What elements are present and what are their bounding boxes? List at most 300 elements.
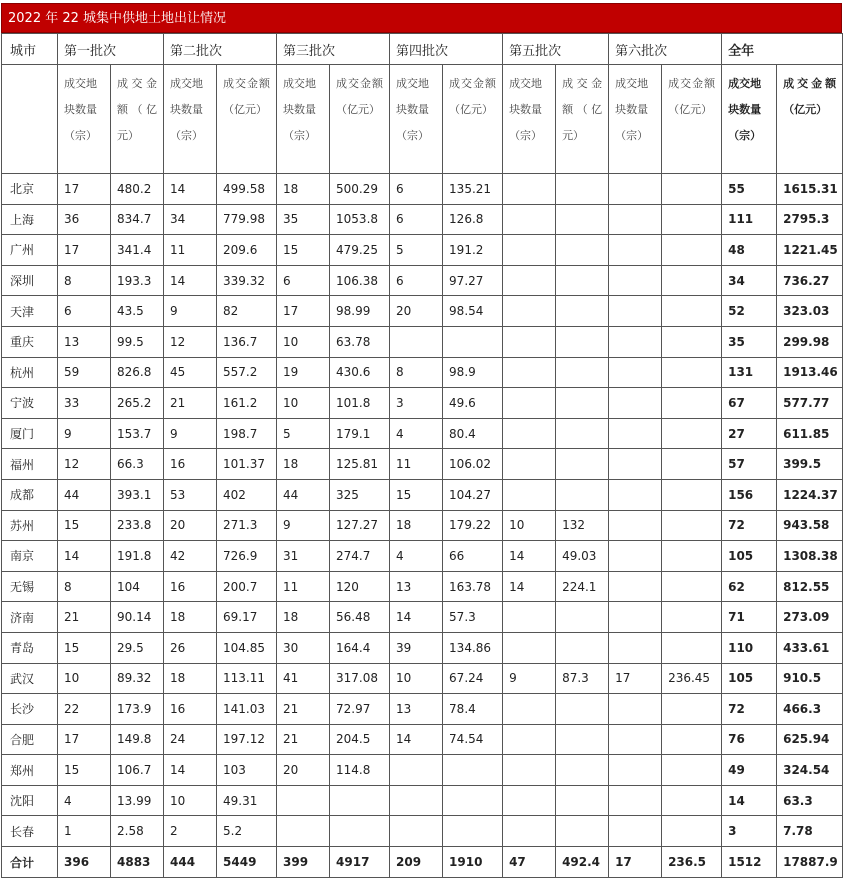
count-cell: 17 bbox=[58, 724, 111, 755]
count-cell: 13 bbox=[390, 571, 443, 602]
city-cell: 沈阳 bbox=[2, 785, 58, 816]
year-count-cell: 71 bbox=[722, 602, 777, 633]
count-cell: 2 bbox=[164, 816, 217, 847]
year-count-cell: 27 bbox=[722, 418, 777, 449]
amount-cell: 49.03 bbox=[556, 541, 609, 572]
header-batch-6: 第六批次 bbox=[609, 34, 722, 65]
subheader-amount: 成交金额（亿元） bbox=[111, 65, 164, 174]
year-amount-cell: 943.58 bbox=[777, 510, 843, 541]
amount-cell: 179.1 bbox=[330, 418, 390, 449]
year-amount-cell: 324.54 bbox=[777, 755, 843, 786]
count-cell bbox=[390, 326, 443, 357]
table-row bbox=[2, 632, 843, 663]
year-amount-cell: 466.3 bbox=[777, 694, 843, 725]
city-cell: 天津 bbox=[2, 296, 58, 327]
amount-cell: 265.2 bbox=[111, 388, 164, 419]
city-cell: 宁波 bbox=[2, 388, 58, 419]
amount-cell: 101.37 bbox=[217, 449, 277, 480]
count-cell: 18 bbox=[277, 174, 330, 205]
city-cell: 北京 bbox=[2, 174, 58, 205]
year-amount-cell: 1224.37 bbox=[777, 479, 843, 510]
year-count-cell: 72 bbox=[722, 694, 777, 725]
subheader-amount: 成交金额（亿元） bbox=[556, 65, 609, 174]
amount-cell: 141.03 bbox=[217, 694, 277, 725]
amount-cell: 97.27 bbox=[443, 265, 503, 296]
amount-cell bbox=[556, 632, 609, 663]
year-count-cell: 72 bbox=[722, 510, 777, 541]
amount-cell bbox=[662, 174, 722, 205]
year-count-cell: 1512 bbox=[722, 847, 777, 878]
count-cell bbox=[503, 388, 556, 419]
count-cell bbox=[609, 326, 662, 357]
amount-cell bbox=[662, 357, 722, 388]
city-cell: 厦门 bbox=[2, 418, 58, 449]
count-cell: 16 bbox=[164, 449, 217, 480]
count-cell: 14 bbox=[390, 724, 443, 755]
amount-cell bbox=[443, 755, 503, 786]
count-cell: 17 bbox=[58, 235, 111, 266]
count-cell: 18 bbox=[164, 602, 217, 633]
count-cell: 12 bbox=[58, 449, 111, 480]
count-cell: 18 bbox=[390, 510, 443, 541]
count-cell: 47 bbox=[503, 847, 556, 878]
amount-cell: 4883 bbox=[111, 847, 164, 878]
year-count-cell: 156 bbox=[722, 479, 777, 510]
table-row bbox=[2, 235, 843, 266]
count-cell: 9 bbox=[164, 296, 217, 327]
year-amount-cell: 7.78 bbox=[777, 816, 843, 847]
city-cell: 苏州 bbox=[2, 510, 58, 541]
count-cell: 6 bbox=[390, 204, 443, 235]
count-cell: 36 bbox=[58, 204, 111, 235]
amount-cell: 72.97 bbox=[330, 694, 390, 725]
amount-cell: 191.2 bbox=[443, 235, 503, 266]
count-cell: 19 bbox=[277, 357, 330, 388]
count-cell: 10 bbox=[58, 663, 111, 694]
amount-cell bbox=[330, 816, 390, 847]
amount-cell: 161.2 bbox=[217, 388, 277, 419]
count-cell bbox=[609, 694, 662, 725]
amount-cell: 173.9 bbox=[111, 694, 164, 725]
amount-cell: 104.85 bbox=[217, 632, 277, 663]
amount-cell: 136.7 bbox=[217, 326, 277, 357]
city-cell: 合计 bbox=[2, 847, 58, 878]
year-amount-cell: 17887.9 bbox=[777, 847, 843, 878]
amount-cell: 826.8 bbox=[111, 357, 164, 388]
amount-cell: 233.8 bbox=[111, 510, 164, 541]
amount-cell bbox=[662, 235, 722, 266]
total-row bbox=[2, 847, 843, 878]
count-cell bbox=[277, 785, 330, 816]
amount-cell: 104.27 bbox=[443, 479, 503, 510]
count-cell: 20 bbox=[277, 755, 330, 786]
amount-cell: 101.8 bbox=[330, 388, 390, 419]
amount-cell: 163.78 bbox=[443, 571, 503, 602]
count-cell bbox=[609, 479, 662, 510]
count-cell: 5 bbox=[277, 418, 330, 449]
city-cell: 广州 bbox=[2, 235, 58, 266]
amount-cell: 2.58 bbox=[111, 816, 164, 847]
amount-cell: 274.7 bbox=[330, 541, 390, 572]
count-cell: 10 bbox=[390, 663, 443, 694]
count-cell bbox=[503, 785, 556, 816]
city-cell: 福州 bbox=[2, 449, 58, 480]
subheader-count: 成交地块数量（宗） bbox=[58, 65, 111, 174]
count-cell: 30 bbox=[277, 632, 330, 663]
count-cell: 14 bbox=[503, 571, 556, 602]
count-cell bbox=[503, 204, 556, 235]
count-cell: 14 bbox=[164, 174, 217, 205]
subheader-count: 成交地块数量（宗） bbox=[277, 65, 330, 174]
amount-cell bbox=[443, 816, 503, 847]
count-cell: 11 bbox=[390, 449, 443, 480]
count-cell bbox=[503, 694, 556, 725]
city-cell: 合肥 bbox=[2, 724, 58, 755]
amount-cell: 779.98 bbox=[217, 204, 277, 235]
amount-cell: 126.8 bbox=[443, 204, 503, 235]
city-cell: 南京 bbox=[2, 541, 58, 572]
amount-cell: 49.31 bbox=[217, 785, 277, 816]
header-row bbox=[2, 34, 843, 65]
amount-cell: 90.14 bbox=[111, 602, 164, 633]
count-cell: 4 bbox=[58, 785, 111, 816]
year-amount-cell: 611.85 bbox=[777, 418, 843, 449]
amount-cell: 104 bbox=[111, 571, 164, 602]
subheader-count: 成交地块数量（宗） bbox=[164, 65, 217, 174]
amount-cell: 63.78 bbox=[330, 326, 390, 357]
count-cell bbox=[609, 449, 662, 480]
count-cell: 59 bbox=[58, 357, 111, 388]
count-cell: 14 bbox=[58, 541, 111, 572]
table-row bbox=[2, 602, 843, 633]
amount-cell: 125.81 bbox=[330, 449, 390, 480]
amount-cell bbox=[556, 326, 609, 357]
amount-cell: 479.25 bbox=[330, 235, 390, 266]
amount-cell: 82 bbox=[217, 296, 277, 327]
year-amount-cell: 323.03 bbox=[777, 296, 843, 327]
count-cell: 22 bbox=[58, 694, 111, 725]
amount-cell bbox=[556, 357, 609, 388]
amount-cell: 57.3 bbox=[443, 602, 503, 633]
amount-cell bbox=[556, 235, 609, 266]
year-count-cell: 3 bbox=[722, 816, 777, 847]
count-cell bbox=[503, 174, 556, 205]
count-cell: 18 bbox=[277, 449, 330, 480]
table-row bbox=[2, 816, 843, 847]
header-batch-1: 第一批次 bbox=[58, 34, 164, 65]
count-cell bbox=[609, 174, 662, 205]
table-row bbox=[2, 510, 843, 541]
count-cell: 44 bbox=[277, 479, 330, 510]
count-cell: 31 bbox=[277, 541, 330, 572]
count-cell: 15 bbox=[390, 479, 443, 510]
subheader-amount: 成交金额（亿元） bbox=[217, 65, 277, 174]
count-cell: 6 bbox=[390, 265, 443, 296]
amount-cell: 74.54 bbox=[443, 724, 503, 755]
count-cell: 8 bbox=[58, 571, 111, 602]
table-row bbox=[2, 449, 843, 480]
count-cell: 9 bbox=[503, 663, 556, 694]
amount-cell bbox=[662, 816, 722, 847]
count-cell: 13 bbox=[58, 326, 111, 357]
header-batch-3: 第三批次 bbox=[277, 34, 390, 65]
amount-cell: 209.6 bbox=[217, 235, 277, 266]
year-amount-cell: 577.77 bbox=[777, 388, 843, 419]
subheader-count: 成交地块数量（宗） bbox=[503, 65, 556, 174]
amount-cell: 78.4 bbox=[443, 694, 503, 725]
amount-cell bbox=[556, 479, 609, 510]
amount-cell: 5449 bbox=[217, 847, 277, 878]
count-cell: 35 bbox=[277, 204, 330, 235]
count-cell: 17 bbox=[58, 174, 111, 205]
table-row bbox=[2, 541, 843, 572]
amount-cell: 113.11 bbox=[217, 663, 277, 694]
count-cell bbox=[390, 785, 443, 816]
count-cell bbox=[609, 571, 662, 602]
land-sales-table bbox=[1, 33, 843, 878]
amount-cell: 393.1 bbox=[111, 479, 164, 510]
year-count-cell: 105 bbox=[722, 663, 777, 694]
count-cell: 1 bbox=[58, 816, 111, 847]
count-cell: 34 bbox=[164, 204, 217, 235]
count-cell: 8 bbox=[390, 357, 443, 388]
count-cell: 15 bbox=[58, 632, 111, 663]
amount-cell bbox=[556, 785, 609, 816]
year-count-cell: 67 bbox=[722, 388, 777, 419]
count-cell: 18 bbox=[164, 663, 217, 694]
amount-cell: 271.3 bbox=[217, 510, 277, 541]
table-row bbox=[2, 479, 843, 510]
amount-cell: 98.54 bbox=[443, 296, 503, 327]
count-cell: 3 bbox=[390, 388, 443, 419]
count-cell: 16 bbox=[164, 571, 217, 602]
count-cell bbox=[503, 755, 556, 786]
amount-cell bbox=[556, 816, 609, 847]
amount-cell: 106.02 bbox=[443, 449, 503, 480]
amount-cell: 1910 bbox=[443, 847, 503, 878]
count-cell bbox=[609, 418, 662, 449]
count-cell bbox=[609, 724, 662, 755]
count-cell: 21 bbox=[58, 602, 111, 633]
subheader-year-amount: 成交金额（亿元） bbox=[777, 65, 843, 174]
amount-cell bbox=[662, 418, 722, 449]
amount-cell: 98.9 bbox=[443, 357, 503, 388]
amount-cell: 43.5 bbox=[111, 296, 164, 327]
count-cell bbox=[609, 388, 662, 419]
header-batch-2: 第二批次 bbox=[164, 34, 277, 65]
count-cell: 15 bbox=[277, 235, 330, 266]
year-count-cell: 76 bbox=[722, 724, 777, 755]
count-cell: 17 bbox=[609, 663, 662, 694]
year-amount-cell: 1615.31 bbox=[777, 174, 843, 205]
city-cell: 郑州 bbox=[2, 755, 58, 786]
count-cell: 209 bbox=[390, 847, 443, 878]
amount-cell bbox=[662, 296, 722, 327]
count-cell: 20 bbox=[390, 296, 443, 327]
year-count-cell: 131 bbox=[722, 357, 777, 388]
year-amount-cell: 433.61 bbox=[777, 632, 843, 663]
count-cell: 21 bbox=[277, 694, 330, 725]
year-amount-cell: 1221.45 bbox=[777, 235, 843, 266]
amount-cell bbox=[662, 724, 722, 755]
header-batch-5: 第五批次 bbox=[503, 34, 609, 65]
amount-cell: 153.7 bbox=[111, 418, 164, 449]
year-amount-cell: 812.55 bbox=[777, 571, 843, 602]
amount-cell bbox=[556, 296, 609, 327]
count-cell: 8 bbox=[58, 265, 111, 296]
amount-cell bbox=[443, 785, 503, 816]
amount-cell bbox=[662, 204, 722, 235]
year-count-cell: 105 bbox=[722, 541, 777, 572]
year-count-cell: 111 bbox=[722, 204, 777, 235]
count-cell: 399 bbox=[277, 847, 330, 878]
count-cell bbox=[503, 235, 556, 266]
count-cell bbox=[609, 632, 662, 663]
year-amount-cell: 63.3 bbox=[777, 785, 843, 816]
amount-cell: 67.24 bbox=[443, 663, 503, 694]
header-city: 城市 bbox=[2, 34, 58, 65]
amount-cell: 200.7 bbox=[217, 571, 277, 602]
count-cell: 6 bbox=[390, 174, 443, 205]
count-cell: 24 bbox=[164, 724, 217, 755]
count-cell bbox=[609, 296, 662, 327]
count-cell: 17 bbox=[277, 296, 330, 327]
amount-cell: 430.6 bbox=[330, 357, 390, 388]
count-cell: 41 bbox=[277, 663, 330, 694]
count-cell: 39 bbox=[390, 632, 443, 663]
count-cell bbox=[609, 755, 662, 786]
year-count-cell: 14 bbox=[722, 785, 777, 816]
year-count-cell: 49 bbox=[722, 755, 777, 786]
amount-cell: 80.4 bbox=[443, 418, 503, 449]
amount-cell bbox=[662, 449, 722, 480]
year-amount-cell: 1308.38 bbox=[777, 541, 843, 572]
count-cell: 10 bbox=[164, 785, 217, 816]
count-cell: 16 bbox=[164, 694, 217, 725]
count-cell: 11 bbox=[277, 571, 330, 602]
count-cell: 444 bbox=[164, 847, 217, 878]
amount-cell: 236.5 bbox=[662, 847, 722, 878]
amount-cell bbox=[662, 602, 722, 633]
count-cell: 53 bbox=[164, 479, 217, 510]
amount-cell bbox=[662, 755, 722, 786]
amount-cell: 103 bbox=[217, 755, 277, 786]
count-cell: 14 bbox=[503, 541, 556, 572]
table-row bbox=[2, 724, 843, 755]
subheader-amount: 成交金额（亿元） bbox=[443, 65, 503, 174]
year-count-cell: 62 bbox=[722, 571, 777, 602]
amount-cell: 193.3 bbox=[111, 265, 164, 296]
amount-cell bbox=[662, 510, 722, 541]
table-row bbox=[2, 785, 843, 816]
count-cell bbox=[609, 510, 662, 541]
count-cell bbox=[503, 449, 556, 480]
table-row bbox=[2, 265, 843, 296]
table-title: 2022 年 22 城集中供地土地出让情况 bbox=[1, 3, 842, 33]
amount-cell: 4917 bbox=[330, 847, 390, 878]
count-cell bbox=[609, 357, 662, 388]
amount-cell: 726.9 bbox=[217, 541, 277, 572]
city-cell: 长沙 bbox=[2, 694, 58, 725]
year-amount-cell: 273.09 bbox=[777, 602, 843, 633]
year-amount-cell: 736.27 bbox=[777, 265, 843, 296]
count-cell: 10 bbox=[503, 510, 556, 541]
amount-cell bbox=[443, 326, 503, 357]
year-count-cell: 48 bbox=[722, 235, 777, 266]
table-row bbox=[2, 326, 843, 357]
city-cell: 武汉 bbox=[2, 663, 58, 694]
amount-cell: 69.17 bbox=[217, 602, 277, 633]
count-cell bbox=[609, 235, 662, 266]
count-cell: 18 bbox=[277, 602, 330, 633]
count-cell bbox=[503, 418, 556, 449]
amount-cell: 1053.8 bbox=[330, 204, 390, 235]
table-row bbox=[2, 204, 843, 235]
amount-cell bbox=[556, 204, 609, 235]
amount-cell: 98.99 bbox=[330, 296, 390, 327]
city-cell: 长春 bbox=[2, 816, 58, 847]
amount-cell bbox=[662, 479, 722, 510]
amount-cell: 499.58 bbox=[217, 174, 277, 205]
amount-cell: 13.99 bbox=[111, 785, 164, 816]
count-cell: 14 bbox=[164, 755, 217, 786]
amount-cell: 89.32 bbox=[111, 663, 164, 694]
city-cell: 重庆 bbox=[2, 326, 58, 357]
header-year: 全年 bbox=[722, 34, 843, 65]
subheader-count: 成交地块数量（宗） bbox=[390, 65, 443, 174]
count-cell: 6 bbox=[277, 265, 330, 296]
amount-cell: 114.8 bbox=[330, 755, 390, 786]
amount-cell: 500.29 bbox=[330, 174, 390, 205]
amount-cell bbox=[662, 632, 722, 663]
amount-cell bbox=[330, 785, 390, 816]
count-cell: 396 bbox=[58, 847, 111, 878]
count-cell: 9 bbox=[164, 418, 217, 449]
amount-cell bbox=[556, 174, 609, 205]
amount-cell: 106.7 bbox=[111, 755, 164, 786]
amount-cell: 480.2 bbox=[111, 174, 164, 205]
table-row bbox=[2, 357, 843, 388]
amount-cell bbox=[662, 326, 722, 357]
city-cell: 无锡 bbox=[2, 571, 58, 602]
count-cell: 9 bbox=[277, 510, 330, 541]
count-cell: 20 bbox=[164, 510, 217, 541]
city-cell: 上海 bbox=[2, 204, 58, 235]
year-count-cell: 35 bbox=[722, 326, 777, 357]
count-cell: 13 bbox=[390, 694, 443, 725]
year-amount-cell: 625.94 bbox=[777, 724, 843, 755]
count-cell bbox=[609, 265, 662, 296]
amount-cell bbox=[556, 602, 609, 633]
table-row bbox=[2, 694, 843, 725]
amount-cell: 492.4 bbox=[556, 847, 609, 878]
count-cell: 42 bbox=[164, 541, 217, 572]
subheader-year-count: 成交地块数量（宗） bbox=[722, 65, 777, 174]
count-cell: 45 bbox=[164, 357, 217, 388]
amount-cell: 402 bbox=[217, 479, 277, 510]
count-cell bbox=[503, 296, 556, 327]
amount-cell bbox=[662, 265, 722, 296]
count-cell bbox=[609, 204, 662, 235]
table-row bbox=[2, 174, 843, 205]
amount-cell bbox=[556, 694, 609, 725]
count-cell bbox=[609, 541, 662, 572]
subheader-amount: 成交金额（亿元） bbox=[330, 65, 390, 174]
count-cell: 33 bbox=[58, 388, 111, 419]
count-cell bbox=[503, 479, 556, 510]
count-cell bbox=[277, 816, 330, 847]
subheader-row bbox=[2, 65, 843, 174]
